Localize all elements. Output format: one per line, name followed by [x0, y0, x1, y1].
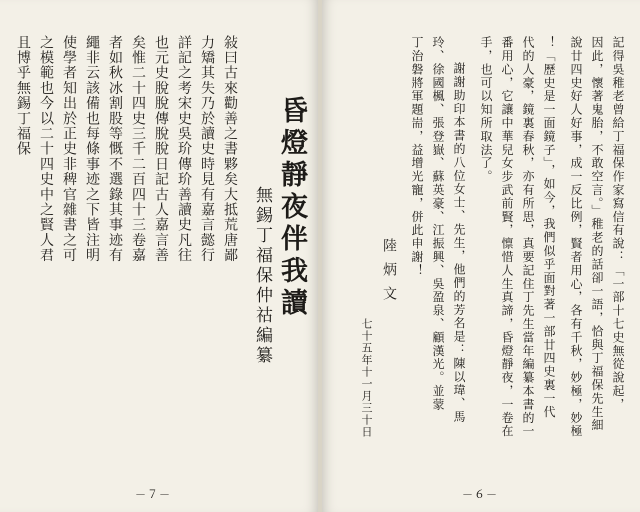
- page-title: 昏燈靜夜伴我讀: [276, 96, 307, 320]
- text-column: 手，也可以知所取法了。: [479, 36, 493, 184]
- text-column: 者如秋冰割股等慨不選錄其事迹有: [107, 35, 123, 263]
- page-number: －６－: [462, 488, 498, 501]
- text-column: 說廿四史好人好事，成一反比例，賢者用心，各有千秋，妙極，妙極: [569, 36, 583, 438]
- text-column: ！「歷史是一面鏡子」，如今，我們似乎面對著一部廿四史裏一代: [542, 36, 556, 419]
- text-column: 玲、徐國楓、張登嶽、蘇英豪、江振興、吳盈泉、顧漢光。並蒙: [431, 36, 445, 412]
- text-column: 丁治磐將軍題耑，益增光寵，併此申謝！: [410, 36, 424, 278]
- right-page: [322, 0, 640, 512]
- page-number: －７－: [135, 488, 171, 501]
- text-column: 番用心，它讓中華兒女步武前賢，懔惜人生真諦，昏燈靜夜，一卷在: [500, 36, 514, 438]
- text-column: 且博乎無錫丁福保: [15, 35, 31, 157]
- text-column: 代的人豪，鏡裏春秋，亦有所思，真要記住丁先生當年編纂本書的一: [521, 36, 535, 438]
- text-column: 力矯其失乃於讀史時見有嘉言懿行: [199, 35, 215, 263]
- left-page: [0, 0, 318, 512]
- text-column: 謝謝助印本書的八位女士、先生，他們的芳名是：陳以瑋、馬: [452, 62, 466, 424]
- text-column: 因此，懷著鬼胎，不敢空言。」稚老的話卻一語，恰與丁福保先生細: [590, 36, 604, 432]
- text-column: 使學者知出於正史非稗官雜書之可: [61, 35, 77, 263]
- text-column: 敍曰古來勸善之書夥矣大抵荒唐鄙: [222, 35, 238, 263]
- text-column: 記得吳稚老曾給丁福保作家寫信有說：「一部十七史無從說起，: [611, 36, 625, 412]
- text-column: 矣惟二十四史三千二百四十三卷嘉: [130, 35, 146, 263]
- text-column: 詳記之考宋史吳玠傳玠善讀史凡往: [176, 35, 192, 263]
- signature-name: 陸炳文: [381, 238, 397, 310]
- text-column: 繩非云該備也每條事迹之下皆注明: [84, 35, 100, 263]
- text-column: 也元史脫脫傳脫脫日記古人嘉言善: [153, 35, 169, 263]
- author-byline: 無錫丁福保仲祜編纂: [252, 186, 272, 366]
- signature-date: 七十五年十一月三十日: [360, 318, 373, 438]
- text-column: 之模範也今以二十四史中之賢人君: [38, 35, 54, 263]
